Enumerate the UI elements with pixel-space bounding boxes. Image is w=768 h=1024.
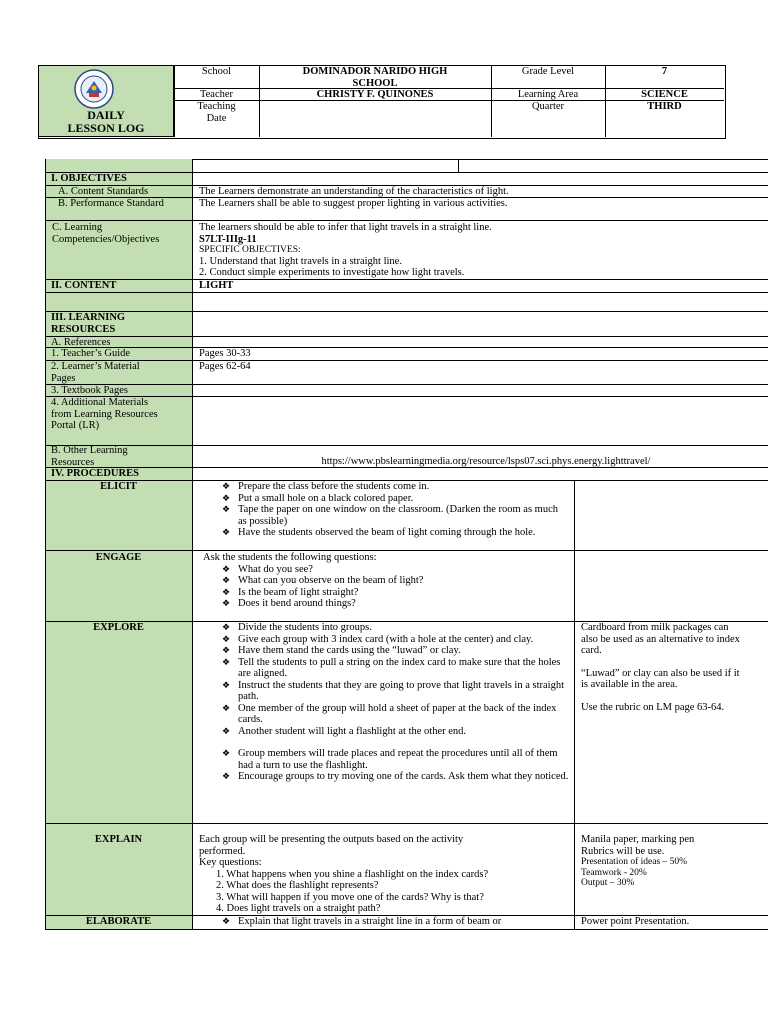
list-item: 2. What does the flashlight represents? xyxy=(216,880,379,891)
learners-material-value: Pages 62-64 xyxy=(199,361,251,372)
objectives-heading: I. OBJECTIVES xyxy=(51,173,127,184)
date-label-line: Teaching xyxy=(197,101,236,112)
specific-objectives-heading: SPECIFIC OBJECTIVES: xyxy=(199,245,301,255)
list-item: ❖ Give each group with 3 index card (with a hole at the center) and clay. xyxy=(216,634,570,646)
row-border xyxy=(45,336,768,337)
content-value: LIGHT xyxy=(199,280,234,291)
note-line: Cardboard from milk packages can xyxy=(581,622,729,633)
heading-line: RESOURCES xyxy=(51,323,116,335)
competencies-value xyxy=(199,222,492,279)
row-border xyxy=(45,550,768,551)
row-border xyxy=(45,279,768,280)
engage-label: ENGAGE xyxy=(95,552,142,563)
list-item: ❖ Prepare the class before the students come in. xyxy=(216,481,568,493)
title-line: DAILY xyxy=(87,108,125,122)
label-line: B. Other Learning xyxy=(51,445,128,456)
title-line: LESSON LOG xyxy=(67,121,145,135)
procedures-heading: IV. PROCEDURES xyxy=(51,468,139,479)
list-item: ❖ Does it bend around things? xyxy=(216,598,568,610)
elicit-label: ELICIT xyxy=(100,481,137,492)
row-border xyxy=(45,347,768,348)
row-border xyxy=(45,172,768,173)
label-line: 4. Additional Materials xyxy=(51,397,149,408)
heading-line: III. LEARNING xyxy=(51,312,126,323)
school-label: School xyxy=(201,66,232,77)
additional-materials-label xyxy=(51,397,158,432)
competency-code: S7LT-IIIg-11 xyxy=(199,233,257,245)
list-item: 4. Does light travels on a straight path? xyxy=(216,903,381,914)
note-line: also be used as an alternative to index xyxy=(581,633,740,645)
textbook-pages-label: 3. Textbook Pages xyxy=(51,385,128,396)
date-label xyxy=(174,101,259,125)
list-item: ❖ Have the students observed the beam of light coming through the hole. xyxy=(216,527,568,539)
area-value: SCIENCE xyxy=(641,89,688,100)
note-line: Manila paper, marking pen xyxy=(581,834,695,845)
list-item: ❖ Put a small hole on a black colored paper. xyxy=(216,493,568,505)
specific-objective: 2. Conduct simple experiments to investigate how light travels. xyxy=(199,267,465,278)
list-item: ❖ Instruct the students that they are going to prove that light travels in a straight path. xyxy=(216,680,570,703)
table-border xyxy=(458,159,459,172)
label-line: Portal (LR) xyxy=(51,420,100,431)
performance-standard-label: B. Performance Standard xyxy=(58,198,164,209)
row-border xyxy=(45,929,768,930)
list-item: ❖ Is the beam of light straight? xyxy=(216,587,568,599)
explain-content xyxy=(199,834,571,915)
list-item: ❖ Another student will light a flashlight at the other end. xyxy=(216,726,570,738)
teachers-guide-label: 1. Teacher’s Guide xyxy=(51,348,131,359)
list-item: 3. What will happen if you move one of the cards? Why is that? xyxy=(216,891,484,903)
list-item: ❖ Divide the students into groups. xyxy=(216,622,570,634)
list-item: 1. What happens when you shine a flashlight on the index cards? xyxy=(216,868,489,880)
teacher-label: Teacher xyxy=(199,89,234,100)
explain-label: EXPLAIN xyxy=(94,834,143,845)
grade-label: Grade Level xyxy=(521,66,575,77)
engage-intro: Ask the students the following questions: xyxy=(203,552,377,563)
deped-seal-icon xyxy=(74,69,114,109)
list-item: ❖ Tell the students to pull a string on the index card to make sure that the holes are aligned. xyxy=(216,657,570,680)
row-border xyxy=(45,292,768,293)
list-item: ❖ Have them stand the cards using the “luwad” or clay. xyxy=(216,645,570,657)
rubric-line: Presentation of ideas – 50% xyxy=(581,857,688,867)
explore-notes xyxy=(581,622,768,713)
content-standards-label: A. Content Standards xyxy=(58,186,149,197)
row-border xyxy=(45,360,768,361)
row-border xyxy=(45,311,768,312)
table-border xyxy=(574,480,575,930)
label-line: from Learning Resources xyxy=(51,408,158,420)
school-value xyxy=(259,66,491,90)
references-label: A. References xyxy=(51,337,111,348)
resource-link[interactable]: https://www.pbslearningmedia.org/resource/lsps07.sci.phys.energy.lighttravel/ xyxy=(321,456,651,467)
school-line: SCHOOL xyxy=(352,78,398,89)
other-resources-label xyxy=(51,445,128,468)
label-line: Pages xyxy=(51,372,76,384)
area-label: Learning Area xyxy=(517,89,579,100)
row-border xyxy=(45,220,768,221)
row-border xyxy=(45,384,768,385)
row-border xyxy=(45,445,768,446)
quarter-label: Quarter xyxy=(531,101,565,112)
elaborate-label: ELABORATE xyxy=(85,916,152,927)
learners-material-label xyxy=(51,361,140,384)
label-line: 2. Learner’s Material xyxy=(51,361,140,372)
explore-content xyxy=(216,622,570,783)
page-title xyxy=(38,109,174,135)
rubric-line: Output – 30% xyxy=(581,878,635,888)
list-item: ❖ What do you see? xyxy=(216,564,568,576)
label-line: C. Learning xyxy=(52,222,103,233)
specific-objective: 1. Understand that light travels in a straight line. xyxy=(199,255,402,267)
rubric-line: Teamwork - 20% xyxy=(581,867,647,878)
list-item: ❖ Tape the paper on one window on the classroom. (Darken the room as much as possible) xyxy=(216,504,568,527)
grade-value: 7 xyxy=(661,66,668,77)
content-standards-value: The Learners demonstrate an understanding of the characteristics of light. xyxy=(199,186,509,197)
list-item: ❖ What can you observe on the beam of light? xyxy=(216,575,568,587)
competency-text: The learners should be able to infer that light travels in a straight line. xyxy=(199,222,492,233)
teacher-value: CHRISTY F. QUINONES xyxy=(316,89,434,100)
table-border xyxy=(45,159,46,930)
explore-label: EXPLORE xyxy=(93,622,144,633)
school-line: DOMINADOR NARIDO HIGH xyxy=(302,66,448,77)
label-line: Resources xyxy=(51,456,95,468)
quarter-value: THIRD xyxy=(647,101,682,112)
row-border xyxy=(45,823,768,824)
elaborate-note: Power point Presentation. xyxy=(581,916,690,927)
explain-notes xyxy=(581,834,768,889)
content-heading: II. CONTENT xyxy=(51,280,117,291)
engage-content xyxy=(203,552,568,610)
table-border xyxy=(192,159,193,930)
list-item: ❖ Explain that light travels in a straight line in a form of beam or xyxy=(216,916,572,928)
teachers-guide-value: Pages 30-33 xyxy=(199,348,251,359)
date-label-line: Date xyxy=(206,113,227,124)
list-item: ❖ One member of the group will hold a sheet of paper at the back of the index cards. xyxy=(216,703,570,726)
list-item: ❖ Encourage groups to try moving one of the cards. Ask them what they noticed. xyxy=(216,771,570,783)
note-line: Use the rubric on LM page 63-64. xyxy=(581,701,725,713)
row-border xyxy=(192,159,768,160)
note-line: “Luwad” or clay can also be used if it xyxy=(581,667,740,679)
note-line: card. xyxy=(581,645,602,656)
label-line: Competencies/Objectives xyxy=(52,233,160,245)
key-questions-heading: Key questions: xyxy=(199,857,262,868)
note-line: Rubrics will be use. xyxy=(581,845,665,857)
explain-intro: performed. xyxy=(199,845,246,857)
elicit-content xyxy=(216,481,568,539)
elaborate-content xyxy=(216,916,572,928)
list-item: ❖ Group members will trade places and repeat the procedures until all of them had a turn to use the flashlight. xyxy=(216,748,570,771)
performance-standard-value: The Learners shall be able to suggest proper lighting in various activities. xyxy=(199,198,508,209)
resources-heading xyxy=(51,312,125,335)
note-line: is available in the area. xyxy=(581,679,678,690)
explain-intro: Each group will be presenting the outputs based on the activity xyxy=(199,834,464,845)
competencies-label xyxy=(52,222,159,245)
